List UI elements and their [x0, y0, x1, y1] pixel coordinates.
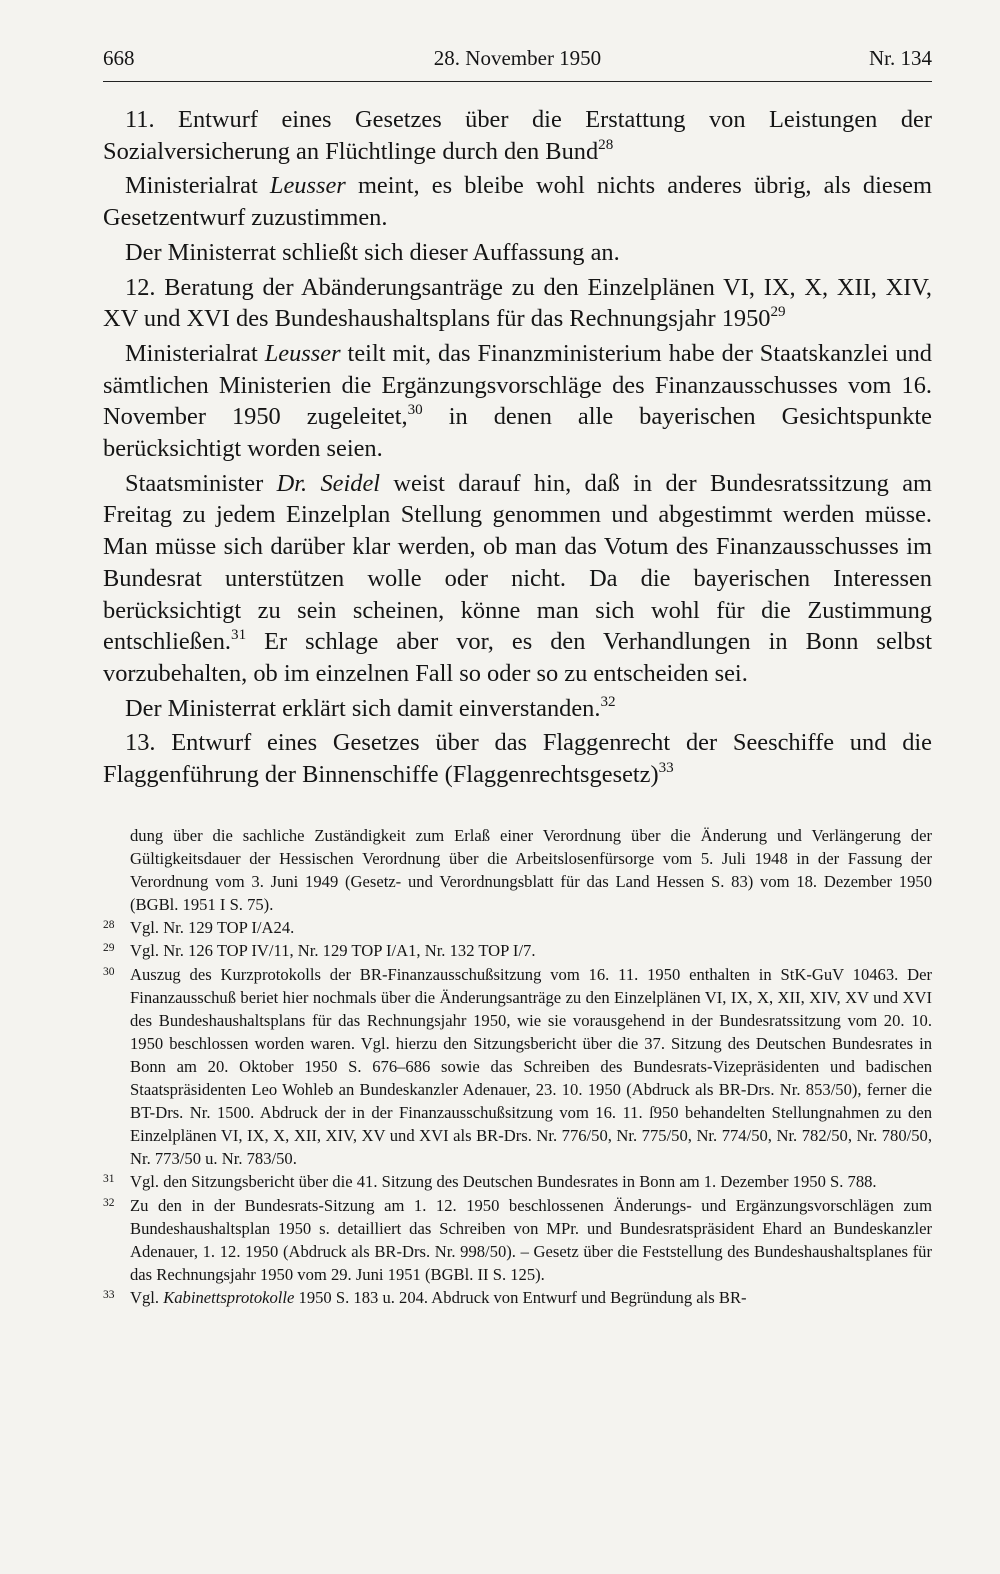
footnote-30: 30 Auszug des Kurzprotokolls der BR-Finanzausschußsitzung vom 16. 11. 1950 enthalten in StK-GuV 10463. Der Finanzausschuß beriet hier nochmals über die Änderungsanträge zu den Einzelplänen VI, IX, X, XII, XIV, XV und XVI des Bundeshaushaltsplans für das Rechnungsjahr 1950, wie sie vorausgehend in der Bundesratssitzung vom 20. 10. 1950 beschlossen worden waren. Vgl. hierzu den Sitzungsbericht über die 37. Sitzung des Deutschen Bundesrates in Bonn am 20. Oktober 1950 S. 676–686 sowie das Schreiben des Bundesrats-Vizepräsidenten und badischen Staatspräsidenten Leo Wohleb an Bundeskanzler Adenauer, 23. 10. 1950 (Abdruck als BR-Drs. Nr. 853/50), ferner die BT-Drs. Nr. 1500. Abdruck der in der Finanzausschußsitzung vom 16. 11. ſ950 behandelten Stellungnahmen zu den Einzelplänen VI, IX, X, XII, XIV, XV und XVI als BR-Drs. Nr. 776/50, Nr. 775/50, Nr. 774/50, Nr. 782/50, Nr. 780/50, Nr. 773/50 u. Nr. 783/50.	[103, 963, 932, 1171]
footnote-continued: dung über die sachliche Zuständigkeit zum Erlaß einer Verordnung über die Änderung und Verlängerung der Gültigkeitsdauer der Hessischen Verordnung über die Arbeitslosenfürsorge vom 5. Juli 1948 in der Fassung der Verordnung vom 3. Juni 1949 (Gesetz- und Verordnungsblatt für das Land Hessen S. 83) vom 18. Dezember 1950 (BGBl. 1951 I S. 75).	[130, 826, 932, 915]
cited-title: Kabinettsprotokolle	[163, 1287, 295, 1307]
agenda-item-12: 12. Beratung der Abänderungsanträge zu den Einzelplänen VI, IX, X, XII, XIV, XV und XVI des Bundeshaushaltsplans für das Rechnungsjahr 1950$^{29}$	[103, 273, 932, 333]
speaker-name: Dr. Seidel	[276, 469, 381, 497]
footnote-28: 28 Vgl. Nr. 129 TOP I/A24.	[103, 916, 932, 939]
footnote-ref[interactable]: 31	[231, 627, 247, 644]
issue-number: Nr. 134	[869, 46, 932, 70]
agenda-item-11: 11. Entwurf eines Gesetzes über die Erstattung von Leistungen der Sozialversicherung an Flüchtlinge durch den Bund$^{28}$	[103, 106, 932, 165]
paragraph: Ministerialrat Leusser meint, es bleibe wohl nichts anderes übrig, als diesem Gesetzentwurf zuzustimmen.	[103, 172, 932, 232]
footnote-number: 28	[103, 919, 115, 932]
footnote-number: 32	[103, 1196, 115, 1209]
header-date: 28. November 1950	[433, 46, 602, 70]
main-text	[103, 104, 932, 791]
page-number: 668	[103, 46, 135, 70]
footnote-ref[interactable]: 30	[407, 402, 423, 419]
paragraph: Ministerialrat Leusser teilt mit, das Finanzministerium habe der Staatskanzlei und sämtlichen Ministerien die Ergänzungsvorschläge des Finanzausschusses vom 16. November 1950 zugeleitet,$^{30}$ in denen alle bayerischen Gesichtspunkte berücksichtigt worden seien.	[103, 339, 932, 463]
header-rule	[103, 81, 932, 82]
footnote-number: 33	[103, 1288, 115, 1301]
footnote-33: 33 Vgl. Kabinettsprotokolle 1950 S. 183 u. 204. Abdruck von Entwurf und Begründung als BR-	[103, 1286, 932, 1309]
agenda-item-13: 13. Entwurf eines Gesetzes über das Flaggenrecht der Seeschiffe und die Flaggenführung der Binnenschiffe (Flaggenrechtsgesetz)$^{33}$	[103, 729, 932, 789]
speaker-name: Leusser	[264, 339, 341, 367]
footnote-number: 31	[103, 1173, 115, 1186]
paragraph: Der Ministerrat schließt sich dieser Auffassung an.	[125, 238, 620, 266]
footnote-ref[interactable]: 32	[600, 693, 616, 710]
footnote-number: 29	[103, 942, 115, 955]
footnote-31: 31 Vgl. den Sitzungsbericht über die 41. Sitzung des Deutschen Bundesrates in Bonn am 1. Dezember 1950 S. 788.	[103, 1170, 932, 1193]
paragraph: Staatsminister Dr. Seidel weist darauf hin, daß in der Bundesratssitzung am Freitag zu jedem Einzelplan Stellung genommen und abgestimmt werden müsse. Man müsse sich darüber klar werden, ob man das Votum des Finanzausschusses im Bundesrat unterstützen wolle oder nicht. Da die bayerischen Interessen berücksichtigt zu sein scheinen, könne man sich wohl für die Zustimmung entschließen.$^{31}$ Er schlage aber vor, es den Verhandlungen in Bonn selbst vorzubehalten, ob im einzelnen Fall so oder so zu entscheiden sei.	[103, 469, 933, 687]
footnotes	[103, 824, 932, 1309]
footnote-ref[interactable]: 28	[598, 136, 614, 153]
footnote-29: 29 Vgl. Nr. 126 TOP IV/11, Nr. 129 TOP I/A1, Nr. 132 TOP I/7.	[103, 939, 932, 962]
running-header	[103, 44, 932, 72]
footnote-32: 32 Zu den in der Bundesrats-Sitzung am 1. 12. 1950 beschlossenen Änderungs- und Ergänzungsvorschlägen zum Bundeshaushaltsplan 1950 s. detailliert das Schreiben von MPr. und Bundesratspräsident Ehard an Bundeskanzler Adenauer, 1. 12. 1950 (Abdruck als BR-Drs. Nr. 998/50). – Gesetz über die Feststellung des Bundeshaushaltsplanes für das Rechnungsjahr 1950 vom 29. Juni 1951 (BGBl. II S. 125).	[103, 1194, 932, 1286]
speaker-name: Leusser	[269, 172, 346, 200]
footnote-ref[interactable]: 33	[658, 760, 674, 777]
footnote-ref[interactable]: 29	[770, 304, 786, 321]
paragraph: Der Ministerrat erklärt sich damit einverstanden.$^{32}$	[125, 693, 616, 722]
footnote-number: 30	[103, 965, 115, 978]
